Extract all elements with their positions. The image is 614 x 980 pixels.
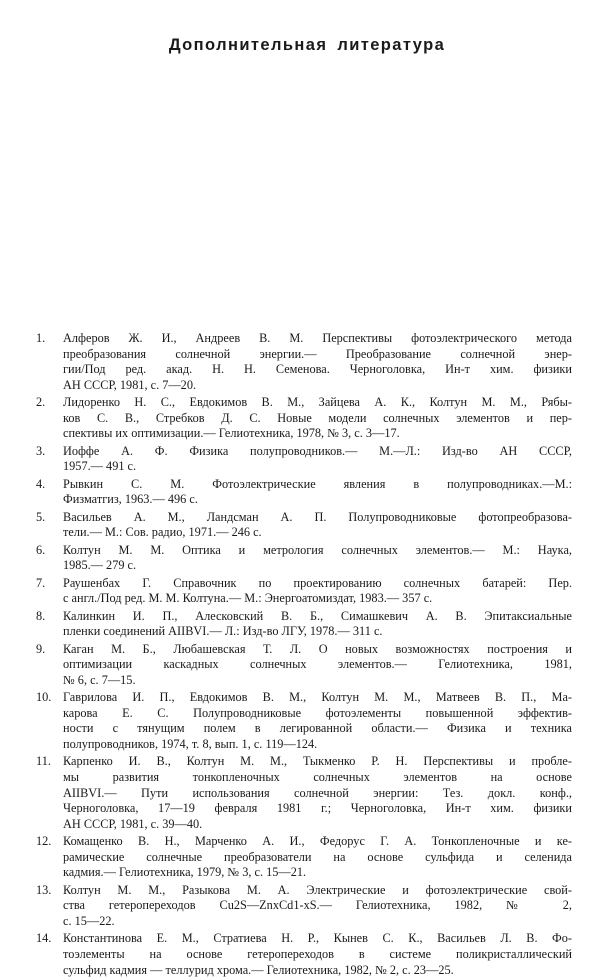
reference-line: Лидоренко Н. С., Евдокимов В. М., Зайцева А. К., Колтун М. М., Рябы- bbox=[63, 395, 572, 410]
reference-list bbox=[36, 331, 572, 980]
reference-line: Васильев А. М., Ландсман А. П. Полупроводниковые фотопреобразова- bbox=[63, 509, 572, 524]
reference-line: полупроводников, 1974, т. 8, вып. 1, с. 119—124. bbox=[63, 737, 318, 752]
page-title: Дополнительная литература bbox=[168, 36, 446, 54]
reference-number: 1. bbox=[36, 331, 46, 345]
reference-line: ности с тянущим полем в легированной области.— Физика и техника bbox=[63, 721, 572, 736]
reference-number: 6. bbox=[36, 542, 46, 557]
reference-item bbox=[36, 510, 572, 541]
reference-item bbox=[36, 576, 572, 607]
reference-line: № 6, с. 7—15. bbox=[63, 672, 136, 687]
reference-line: ков С. В., Стребков Д. С. Новые модели солнечных элементов и пер- bbox=[63, 410, 572, 425]
reference-number: 5. bbox=[36, 509, 46, 524]
reference-number: 9. bbox=[36, 641, 46, 656]
reference-line: Колтун М. М., Разыкова М. А. Электрические и фотоэлектрические свой- bbox=[63, 882, 572, 897]
reference-number: 10. bbox=[36, 690, 52, 705]
reference-line: сульфид кадмия — теллурид хрома.— Гелиотехника, 1982, № 2, с. 23—25. bbox=[63, 962, 454, 977]
reference-number: 4. bbox=[36, 476, 46, 491]
reference-line: Физматгиз, 1963.— 496 с. bbox=[63, 492, 198, 507]
reference-line: Иоффе А. Ф. Физика полупроводников.— М.—Л.: Изд-во АН СССР, bbox=[63, 443, 572, 458]
reference-line: гии/Под ред. акад. Н. Н. Семенова. Черноголовка, Ин-т хим. физики bbox=[63, 362, 572, 377]
reference-number: 13. bbox=[36, 882, 52, 897]
reference-number: 8. bbox=[36, 608, 46, 623]
reference-number: 2. bbox=[36, 395, 46, 410]
reference-number: 3. bbox=[36, 443, 46, 458]
reference-line: карова Е. С. Полупроводниковые фотоэлементы повышенной эффектив- bbox=[63, 705, 572, 720]
reference-item bbox=[36, 609, 572, 640]
reference-line: Константинова Е. М., Стратиева Н. Р., Кынев С. К., Васильев Л. В. Фо- bbox=[63, 931, 572, 946]
reference-line: Карпенко И. В., Колтун М. М., Тыкменко Р. Н. Перспективы и пробле- bbox=[63, 754, 572, 769]
reference-item bbox=[36, 834, 572, 881]
reference-item bbox=[36, 754, 572, 832]
reference-item bbox=[36, 444, 572, 475]
reference-line: тоэлементы на основе гетеропереходов в системе поликристаллический bbox=[63, 946, 572, 961]
reference-item bbox=[36, 477, 572, 508]
reference-line: AIIBVI.— Пути использования солнечной энергии: Тез. докл. конф., bbox=[63, 785, 572, 800]
reference-item bbox=[36, 883, 572, 930]
reference-item bbox=[36, 543, 572, 574]
reference-line: Раушенбах Г. Справочник по проектированию солнечных батарей: Пер. bbox=[63, 575, 572, 590]
reference-line: 1957.— 491 с. bbox=[63, 459, 137, 474]
reference-line: Калинкин И. П., Алесковский В. Б., Симашкевич А. В. Эпитаксиальные bbox=[63, 608, 572, 623]
reference-item bbox=[36, 931, 572, 978]
reference-number: 11. bbox=[36, 754, 51, 769]
reference-line: тели.— М.: Сов. радио, 1971.— 246 с. bbox=[63, 525, 262, 540]
reference-line: Каган М. Б., Любашевская Т. Л. О новых возможностях построения и bbox=[63, 641, 572, 656]
reference-number: 12. bbox=[36, 834, 52, 849]
reference-line: Колтун М. М. Оптика и метрология солнечных элементов.— М.: Наука, bbox=[63, 542, 572, 557]
reference-item bbox=[36, 690, 572, 752]
reference-line: АН СССР, 1981, с. 7—20. bbox=[63, 377, 197, 392]
reference-line: спективы их оптимизации.— Гелиотехника, 1978, № 3, с. 3—17. bbox=[63, 426, 400, 441]
reference-line: мы развития тонкопленочных солнечных элементов на основе bbox=[63, 770, 572, 784]
reference-line: рамические солнечные преобразователи на основе сульфида и селенида bbox=[63, 849, 572, 864]
reference-line: Черноголовка, 17—19 февраля 1981 г.; Черноголовка, Ин-т хим. физики bbox=[63, 801, 572, 816]
reference-item bbox=[36, 331, 572, 393]
reference-line: ства гетеропереходов Cu2S—ZnxCd1-xS.— Гелиотехника, 1982, № 2, bbox=[63, 898, 572, 913]
reference-number: 7. bbox=[36, 575, 46, 590]
reference-line: Алферов Ж. И., Андреев В. М. Перспективы фотоэлектрического метода bbox=[63, 331, 572, 345]
reference-line: АН СССР, 1981, с. 39—40. bbox=[63, 816, 203, 831]
reference-line: с англ./Под ред. М. М. Колтуна.— М.: Энергоатомиздат, 1983.— 357 с. bbox=[63, 591, 433, 606]
reference-item bbox=[36, 642, 572, 689]
reference-line: Комащенко В. Н., Марченко А. И., Федорус Г. А. Тонкопленочные и ке- bbox=[63, 834, 572, 849]
reference-line: преобразования солнечной энергии.— Преобразование солнечной энер- bbox=[63, 346, 572, 361]
reference-line: кадмия.— Гелиотехника, 1979, № 3, с. 15—21. bbox=[63, 865, 307, 880]
reference-line: с. 15—22. bbox=[63, 913, 115, 928]
reference-line: оптимизации каскадных солнечных элементов.— Гелиотехника, 1981, bbox=[63, 657, 572, 672]
reference-number: 14. bbox=[36, 931, 52, 946]
reference-line: Гаврилова И. П., Евдокимов В. М., Колтун М. М., Матвеев В. П., Ма- bbox=[63, 690, 572, 705]
reference-line: Рывкин С. М. Фотоэлектрические явления в полупроводниках.—М.: bbox=[63, 476, 572, 491]
reference-line: пленки соединений AIIBVI.— Л.: Изд-во ЛГУ, 1978.— 311 с. bbox=[63, 624, 383, 639]
reference-item bbox=[36, 395, 572, 442]
reference-line: 1985.— 279 с. bbox=[63, 558, 137, 573]
